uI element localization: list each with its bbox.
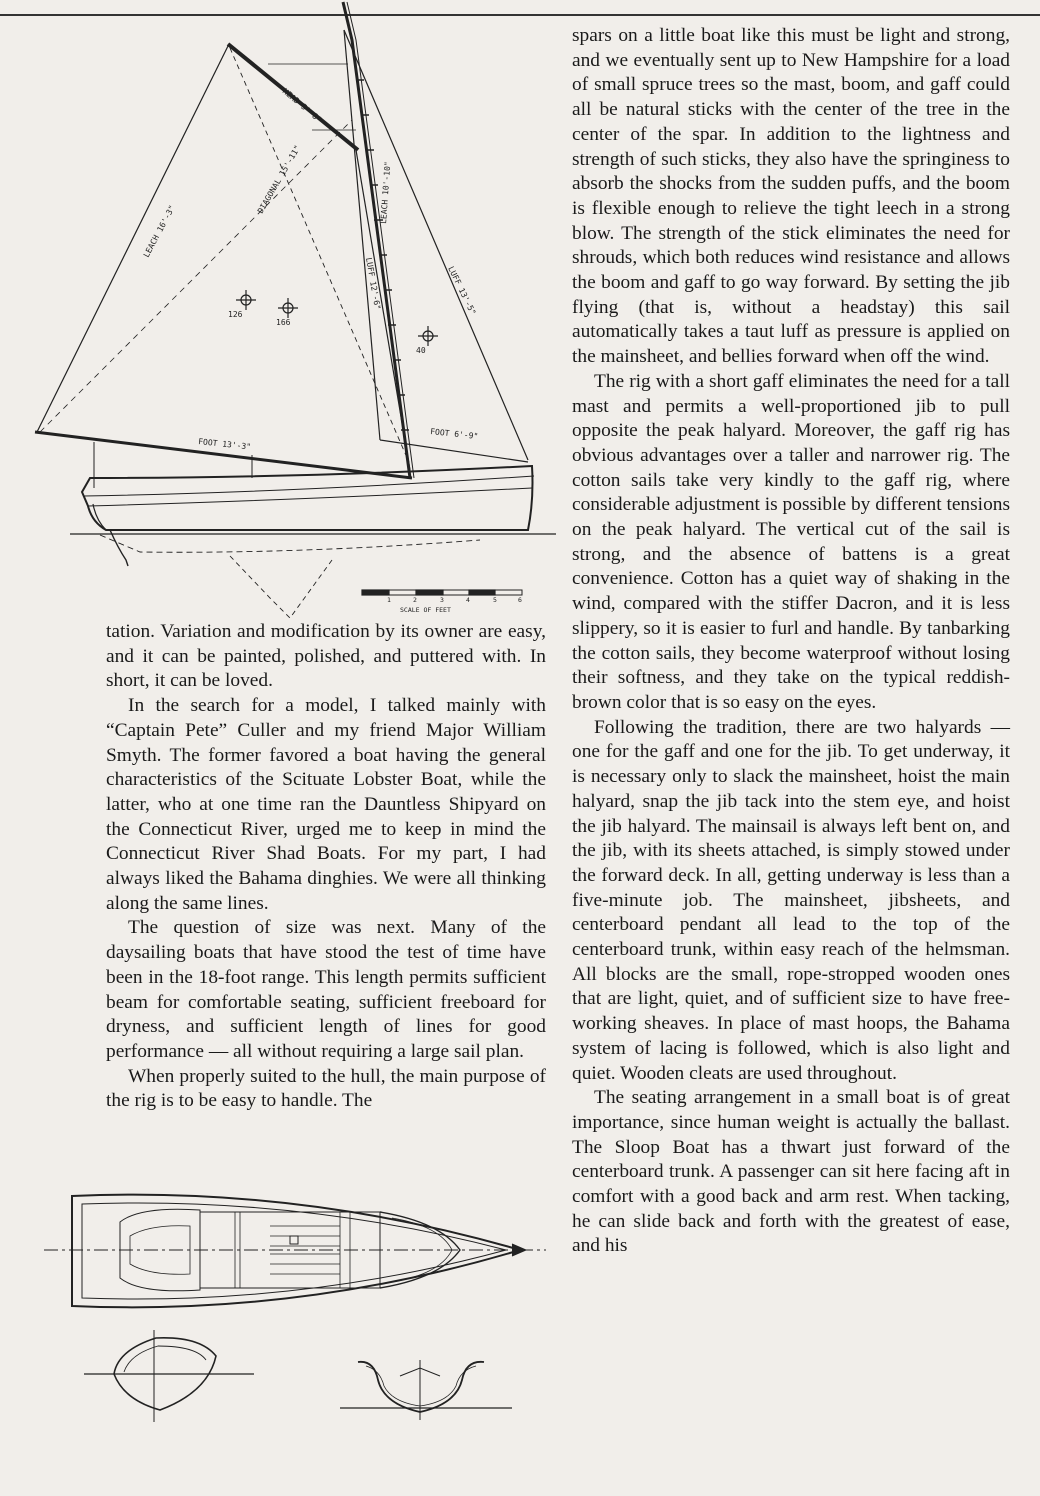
diagonal-label: DIAGONAL 15'-11" [255, 143, 303, 215]
scale-tick-1: 1 [387, 596, 391, 604]
right-paragraph-1: spars on a little boat like this must be light and strong, and we eventually sent up to New Hampshire for a load of small spruce trees so the mast, boom, and gaff could all be natural sticks with the center of the tree in the center of the spar. In addition to the lightness and strength of such sticks, they also have the springiness to absorb the shocks from the sudden puffs, and the boom is flexible enough to relieve the tight leech in a strong blow. The strength of the stick eliminates the need for shrouds, which both reduces wind resistance and allows the boom and gaff to go way forward. By setting the jib flying (that is, without a headstay) this sail automatically takes a taut luff as pressure is applied on the mainsheet, and bellies forward when off the wind. [572, 25, 1010, 368]
leach-jib-label: LEACH 10'-10" [379, 161, 393, 225]
scale-tick-4: 4 [466, 596, 470, 604]
right-paragraph-4: The seating arrangement in a small boat is of great importance, since human weight is actually the ballast. The Sloop Boat has a thwart just forward of the centerboard trunk. A passenger can sit here facing aft in comfort with a good back and arm rest. When tacking, he can slide back and forth with the greatest of ease, and his [572, 1087, 1010, 1257]
ce-jib-label: 40 [416, 346, 426, 355]
leach-main-label: LEACH 16'-3" [141, 203, 177, 259]
scale-tick-5: 5 [493, 596, 497, 604]
head-label: HEAD 5'-8" [280, 86, 324, 125]
left-paragraph-3: The question of size was next. Many of the daysailing boats that have stood the test of time have been in the 18-foot range. This length permits sufficient beam for comfortable seating, sufficient freeboard for dryness, and sufficient length of lines for good performance — all without requiring a large sail plan. [106, 917, 546, 1062]
scale-tick-2: 2 [413, 596, 417, 604]
luff-jib-label: LUFF 13'-5" [446, 264, 478, 317]
right-paragraph-3: Following the tradition, there are two halyards — one for the gaff and one for the jib. To get underway, it is necessary only to slack the mainsheet, hoist the main halyard, snap the jib tack into the stem eye, and hoist the jib halyard. The mainsail is always left bent on, and the jib, with its sheets attached, is simply stowed under the forward deck. In all, getting underway is less than a five-minute job. The mainsheet, jibsheets, and centerboard pendant all lead to the top of the centerboard trunk, within easy reach of the helmsman. All blocks are the small, rope-stropped wooden ones that are light, quiet, and of sufficient size to have free-working sheaves. In place of mast hoops, the Bahama system of lacing is followed, which is also light and quiet. Wooden cleats are used throughout. [572, 716, 1010, 1084]
right-column-text [572, 24, 1010, 1259]
foot-main-label: FOOT 13'-3" [197, 437, 252, 452]
deck-plan-drawing [40, 1180, 550, 1330]
foot-jib-label: FOOT 6'-9" [429, 427, 479, 442]
scale-tick-3: 3 [440, 596, 444, 604]
scale-tick-6: 6 [518, 596, 522, 604]
scale-caption: SCALE OF FEET [400, 606, 451, 614]
right-paragraph-2: The rig with a short gaff eliminates the need for a tall mast and permits a well-proportioned jib to pull opposite the peak halyard. Moreover, the gaff rig has obvious advantages over a taller and narrower rig. The cotton sails take very kindly to the gaff rig, where considerable adjustment is possible by different tensions on the peak halyard. The vertical cut of the sail is strong, and the absence of battens is a great convenience. Cotton has a quiet way of shaking in the wind, compared with the stiffer Dacron, and it is less slippery, so it is easier to furl and handle. By tanbarking the cotton sails, they become waterproof without losing their softness, and they take on the typical reddish-brown color that is so easy on the eyes. [572, 370, 1011, 713]
sail-plan-drawing [30, 0, 560, 620]
left-paragraph-2: In the search for a model, I talked mainly with “Captain Pete” Culler and my friend Major William Smyth. The former favored a boat having the general characteristics of the Scituate Lobster Boat, while the latter, who at one time ran the Dauntless Shipyard on the Connecticut River, urged me to keep in mind the Connecticut River Shad Boats. For my part, I had always liked the Bahama dinghies. We were all thinking along the same lines. [106, 695, 546, 914]
ce-main-1-label: 126 [228, 310, 243, 319]
luff-main-label: LUFF 12'-6" [364, 256, 383, 311]
ce-main-2-label: 166 [276, 318, 291, 327]
left-paragraph-1: tation. Variation and modification by its owner are easy, and it can be painted, polished, and puttered with. In short, it can be loved. [106, 621, 546, 692]
sections-drawing [80, 1328, 520, 1424]
left-paragraph-4: When properly suited to the hull, the main purpose of the rig is to be easy to handle. The [106, 1065, 546, 1112]
left-column-text [106, 620, 546, 1114]
